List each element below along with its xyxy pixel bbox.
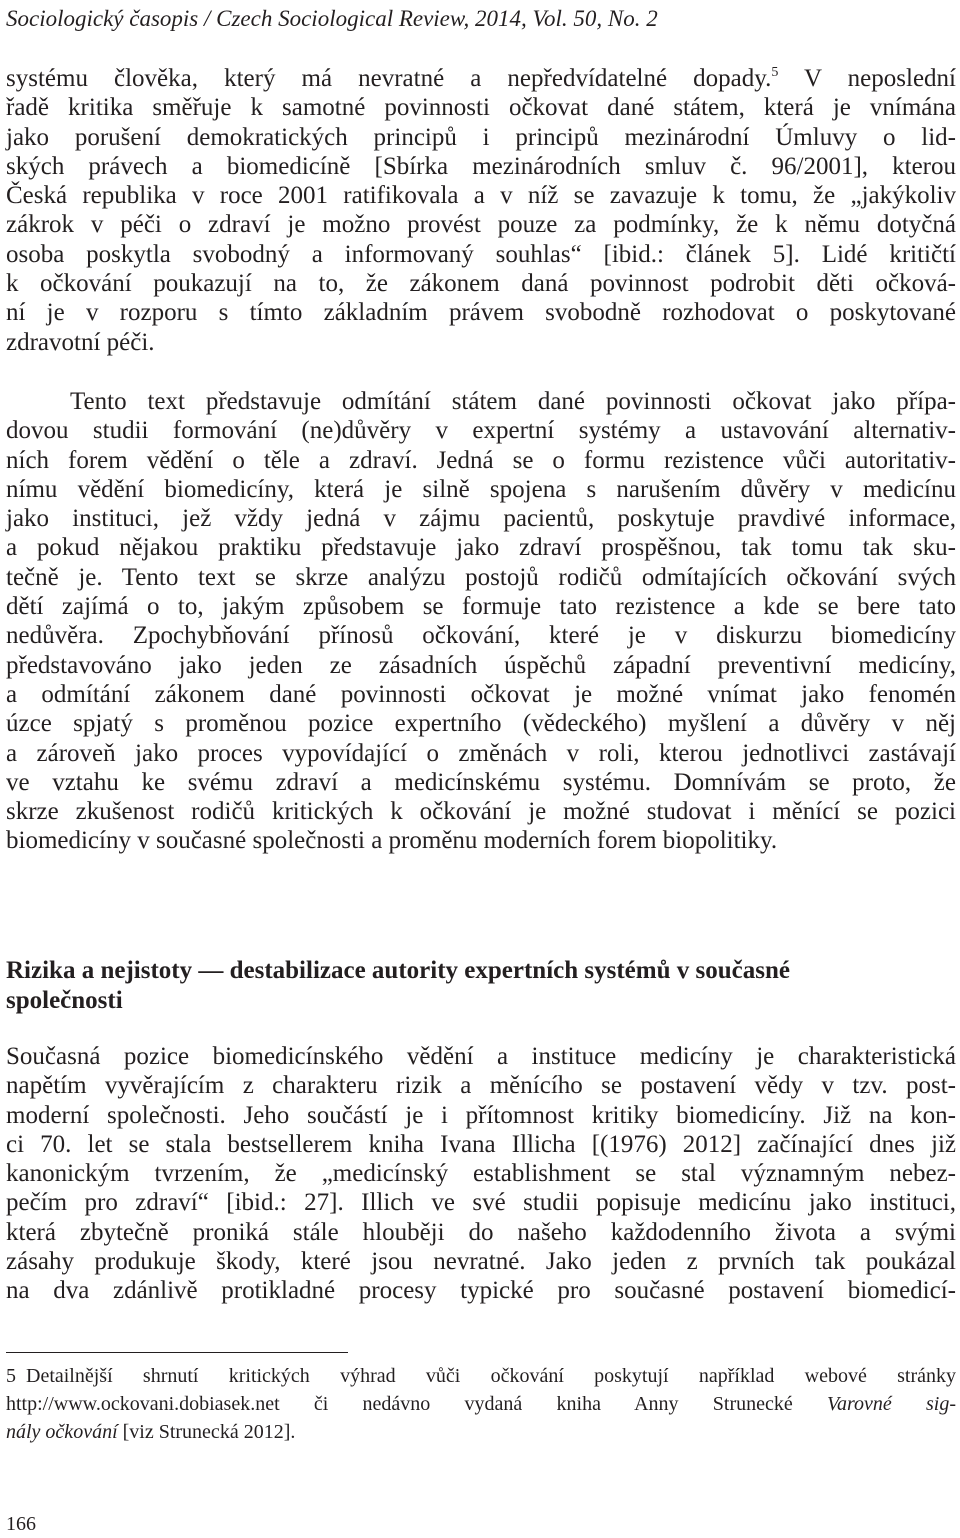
text-line: a odmítání zákonem dané povinnosti očkovat je možné vnímat jako fenomén [6, 680, 956, 708]
text-line: a pokud nějakou praktiku představuje jako zdraví prospěšnou, tak tomu tak sku- [6, 534, 956, 562]
text-line: úzce spjatý s proměnou pozice expertního (vědeckého) myšlení a důvěry v něj [6, 710, 956, 738]
text-line: a zároveň jako proces vypovídající o změnách v roli, kterou jednotlivci zastávají [6, 739, 956, 767]
paragraph-continuation [6, 64, 956, 357]
footnote-reference[interactable]: 5 [771, 65, 779, 80]
text-line: zásahy produkuje škody, které jsou nevratné. Jako jeden z prvních tak poukázal [6, 1248, 956, 1276]
section-paragraph [6, 1042, 956, 1306]
text-line: na dva zdánlivě protikladné procesy typické pro současné postavení biomedicí- [6, 1277, 956, 1305]
text-line: kanonickým tvrzením, že „medicínský establishment se stal významným nebez- [6, 1160, 956, 1188]
text-line: biomedicíny v současné společnosti a proměnu moderních forem biopolitiky. [6, 827, 778, 855]
text-line: osoba poskytla svobodný a informovaný souhlas“ [ibid.: článek 5]. Lidé kritičtí [6, 240, 956, 268]
text-line [6, 64, 956, 93]
footnote-text: [viz Strunecká 2012]. [117, 1421, 296, 1443]
running-header: Sociologický časopis / Czech Sociological Review, 2014, Vol. 50, No. 2 [6, 6, 658, 31]
text-line: zdravotní péči. [6, 328, 155, 356]
paragraph [6, 387, 956, 856]
text-line: řadě kritika směřuje k samotné povinnosti očkovat dané státem, která je vnímána [6, 94, 956, 122]
footnote-divider [6, 1352, 348, 1353]
text-line: pečím pro zdraví“ [ibid.: 27]. Illich ve své studii popisuje medicínu jako instituci, [6, 1189, 956, 1217]
text-line: nímu vědění biomedicíny, která je silně spojena s narušením důvěry v medicínu [6, 475, 956, 503]
footnote-line [6, 1390, 956, 1418]
text-line: ci 70. let se stala bestsellerem kniha Ivana Illicha [(1976) 2012] začínající dnes již [6, 1130, 956, 1158]
text-line: ních forem vědění o těle a zdraví. Jedná se o formu rezistence vůči autoritativ- [6, 446, 956, 474]
text-line: představováno jako jeden ze zásadních úspěchů západní preventivní medicíny, [6, 651, 956, 679]
text-line: zákrok v péči o zdraví je možno provést pouze za podmínky, že k němu dotyčná [6, 211, 956, 239]
text-fragment: V neposlední [778, 65, 956, 92]
text-line: napětím vyvěrajícím z charakteru rizik a měnícího se postavení vědy v tzv. post- [6, 1072, 956, 1100]
text-line: Česká republika v roce 2001 ratifikovala a v níž se zavazuje k tomu, že „jakýkoliv [6, 182, 956, 210]
text-line: ve vztahu ke svému zdraví a medicínskému systému. Domnívám se proto, že [6, 768, 956, 796]
text-line: ských právech a biomedicíně [Sbírka mezinárodních smluv č. 96/2001], kterou [6, 152, 956, 180]
book-title: nály očkování [6, 1421, 118, 1443]
text-line: ní je v rozporu s tímto základním právem svobodně rozhodovat o poskytované [6, 299, 956, 327]
text-line: Tento text představuje odmítání státem dané povinnosti očkovat jako přípa- [70, 388, 956, 415]
text-line: jako porušení demokratických principů i principů mezinárodní Úmluvy o lid- [6, 123, 956, 151]
text-line: moderní společnosti. Jeho součástí je i přítomnost kritiky biomedicíny. Již na kon- [6, 1101, 956, 1129]
heading-line: Rizika a nejistoty — destabilizace autority expertních systémů v současné [6, 957, 790, 984]
footnote-line [6, 1362, 956, 1390]
text-line: Současná pozice biomedicínského vědění a instituce medicíny je charakteristická [6, 1043, 956, 1070]
section-heading [6, 956, 956, 1016]
book-title: Varovné sig- [826, 1393, 956, 1415]
text-line: tečně je. Tento text se skrze analýzu postojů rodičů odmítajících očkování svých [6, 563, 956, 591]
text-line: nedůvěra. Zpochybňování přínosů očkování, které je v diskurzu biomedicíny [6, 622, 956, 650]
footnote [6, 1362, 956, 1446]
text-line: skrze zkušenost rodičů kritických k očkování je možné studovat i měnící se pozici [6, 798, 956, 826]
footnote-line [6, 1418, 956, 1446]
text-fragment: systému člověka, který má nevratné a nepředvídatelné dopady. [6, 65, 772, 92]
footnote-text: Detailnější shrnutí kritických výhrad vůči očkování poskytují například webové stránky [26, 1365, 956, 1387]
footnote-number: 5 [6, 1365, 16, 1387]
text-line: dětí zajímá o to, jakým způsobem se formuje tato rezistence a kde se bere tato [6, 593, 956, 621]
document-page [6, 0, 956, 1538]
text-line: která zbytečně proniká stále hlouběji do našeho každodenního života a svými [6, 1218, 956, 1246]
text-line: dovou studii formování (ne)důvěry v expertní systémy a ustavování alternativ- [6, 417, 956, 445]
text-line: k očkování poukazují na to, že zákonem daná povinnost podrobit děti očková- [6, 270, 956, 298]
footnote-url-text[interactable]: http://www.ockovani.dobiasek.net či nedávno vydaná kniha Anny Strunecké [6, 1393, 827, 1415]
heading-line: společnosti [6, 987, 123, 1014]
text-line: jako instituci, jež vždy jedná v zájmu pacientů, poskytuje pravdivé informace, [6, 505, 956, 533]
page-number: 166 [6, 1513, 36, 1535]
